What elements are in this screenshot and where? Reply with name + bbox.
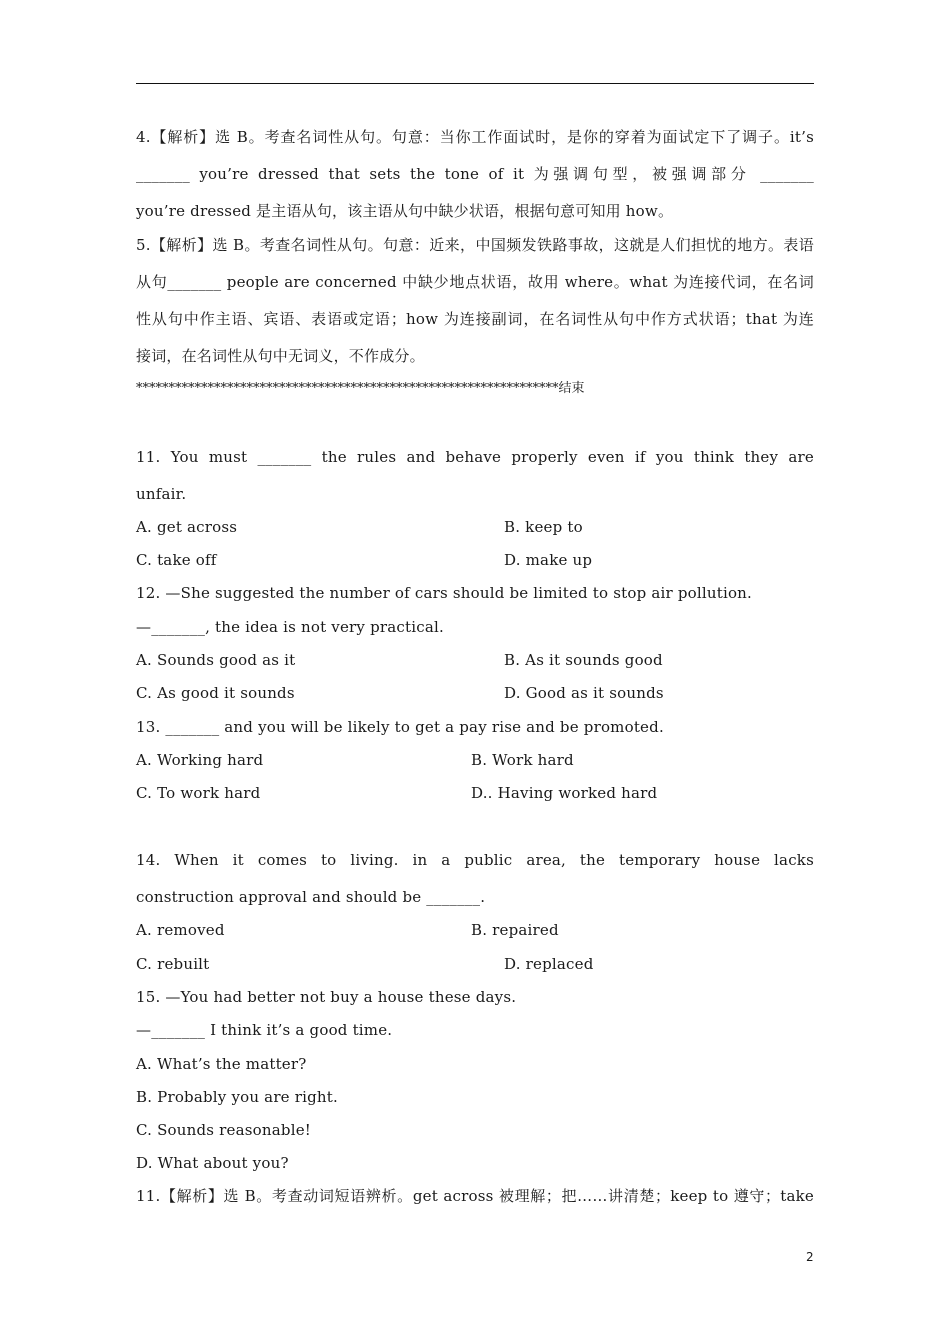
q12-option-a: A. Sounds good as it: [136, 651, 296, 669]
analysis-4-line-3: you’re dressed 是主语从句，该主语从句中缺少状语，根据句意可知用 how。: [136, 202, 674, 220]
q13-option-b: B. Work hard: [471, 751, 574, 769]
q11-option-c: C. take off: [136, 551, 217, 569]
header-rule: [136, 83, 814, 84]
question-12-line-1: 12. —She suggested the number of cars should be limited to stop air pollution.: [136, 584, 753, 602]
analysis-5-line-3: 性从句中作主语、宾语、表语或定语；how 为连接副词，在名词性从句中作方式状语；that 为连: [136, 310, 814, 328]
q11-option-d: D. make up: [504, 551, 593, 569]
q12-option-d: D. Good as it sounds: [504, 684, 664, 702]
analysis-5-line-2: 从句_______ people are concerned 中缺少地点状语，故用 where。what 为连接代词，在名词: [136, 273, 814, 291]
q13-option-a: A. Working hard: [136, 751, 264, 769]
q11-option-b: B. keep to: [504, 518, 583, 536]
page-number: 2: [806, 1250, 814, 1264]
analysis-4-line-2: _______ you’re dressed that sets the tone of it 为强调句型，被强调部分 _______: [136, 165, 814, 183]
q15-option-b: B. Probably you are right.: [136, 1088, 338, 1106]
q12-option-b: B. As it sounds good: [504, 651, 663, 669]
question-14-line-1: 14. When it comes to living. in a public area, the temporary house lacks: [136, 851, 814, 869]
question-15-line-2: —_______ I think it’s a good time.: [136, 1021, 393, 1039]
analysis-5-line-4: 接词，在名词性从句中无词义，不作成分。: [136, 347, 425, 365]
question-15-line-1: 15. —You had better not buy a house these days.: [136, 988, 517, 1006]
analysis-11-line-1: 11.【解析】选 B。考查动词短语辨析。get across 被理解；把……讲清楚；keep to 遵守；take: [136, 1187, 814, 1205]
end-marker-line: *****************************************************************结束: [136, 381, 585, 396]
q12-option-c: C. As good it sounds: [136, 684, 295, 702]
question-11-line-1: 11. You must _______ the rules and behave properly even if you think they are: [136, 448, 814, 466]
analysis-5-line-1: 5.【解析】选 B。考查名词性从句。句意：近来，中国频发铁路事故，这就是人们担忧的地方。表语: [136, 236, 814, 254]
q14-option-d: D. replaced: [504, 955, 594, 973]
q14-option-b: B. repaired: [471, 921, 559, 939]
analysis-4-line-1: 4.【解析】选 B。考查名词性从句。句意：当你工作面试时，是你的穿着为面试定下了调子。it’s: [136, 128, 814, 146]
q14-option-a: A. removed: [136, 921, 225, 939]
q13-option-c: C. To work hard: [136, 784, 261, 802]
q15-option-d: D. What about you?: [136, 1154, 289, 1172]
question-12-line-2: —_______, the idea is not very practical.: [136, 618, 444, 636]
q15-option-a: A. What’s the matter?: [136, 1055, 307, 1073]
question-11-line-2: unfair.: [136, 485, 187, 503]
q13-option-d: D.. Having worked hard: [471, 784, 658, 802]
question-14-line-2: construction approval and should be _______.: [136, 888, 486, 906]
q14-option-c: C. rebuilt: [136, 955, 210, 973]
q15-option-c: C. Sounds reasonable!: [136, 1121, 312, 1139]
q11-option-a: A. get across: [136, 518, 238, 536]
question-13-line-1: 13. _______ and you will be likely to get a pay rise and be promoted.: [136, 718, 664, 736]
